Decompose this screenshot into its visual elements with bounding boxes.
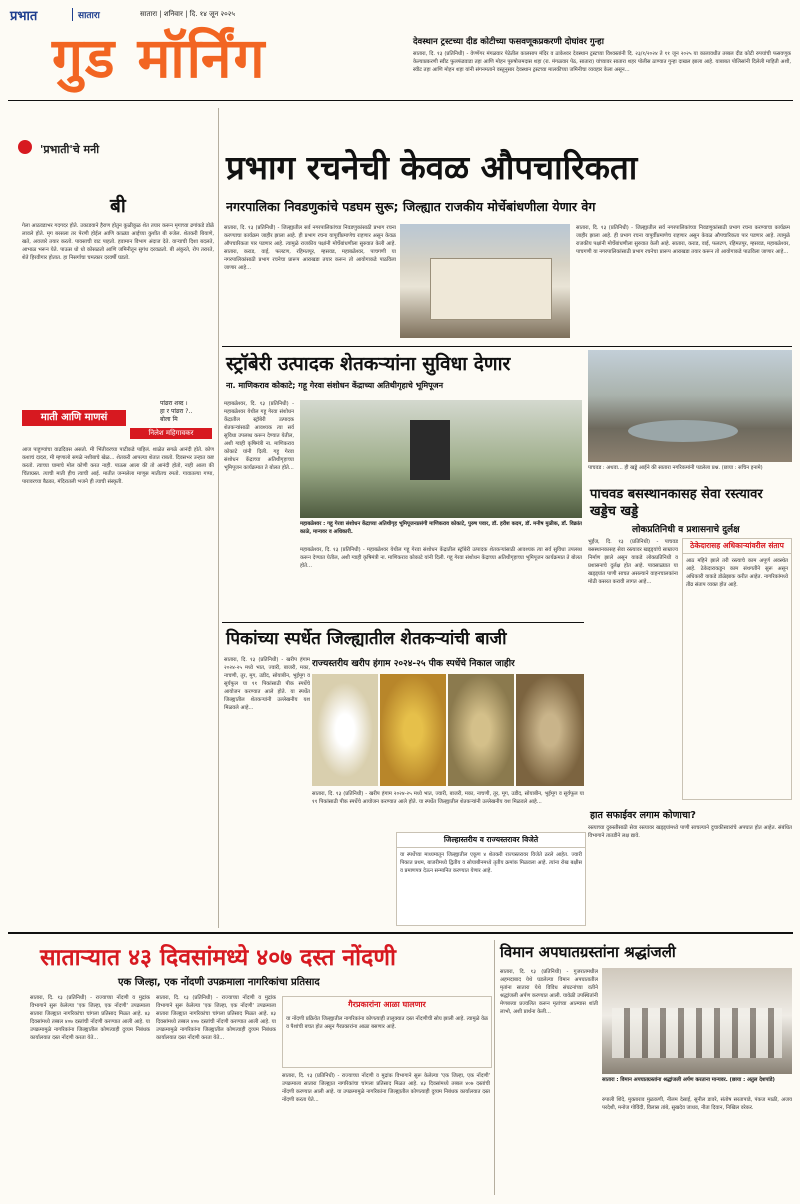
lead-rule <box>222 346 792 347</box>
top-right-body: सातारा, दि. १३ (प्रतिनिधी) - वेण्णेंगर मंगळवार पेठेतील कालसाप मंदिर व ठाकेश्वर देवस्थान ट्रस्टच्या विश्वस्तांनी दि. २३/१/२०२४ ते ११ जून २०२५ या कालावधीत तब्बल दीड कोटी रुपयांची फसवणूक केल्याप्रकरणी स्वीट फुलफंडवाडा तहा आणि मोहन पुरुषोत्तमदास शहा (रा. मंगळवार पेठ, सातारा) यांच्यावर सातारा शहर पोलीस ठाण्यात गुन्हा दाखल झाला आहे. याबाबत पोलिसांनी दिलेली माहिती अशी, स्वीट तहा आणि मोहन शहा यांनी संगनमताने वस्तुनुसार देवस्थान ट्रस्टच्या मालकीच्या जमिनीचा व्यवहार केला असून... <box>413 51 791 73</box>
mati-title-box: माती आणि माणसं <box>22 410 126 426</box>
lead-headline: प्रभाग रचनेची केवळ औपचारिकता <box>226 148 638 187</box>
registry-body-1: सातारा, दि. १३ (प्रतिनिधी) - राज्याच्या नोंदणी व मुद्रांक विभागाने सुरू केलेल्या 'एक जिल्हा, एक नोंदणी' उपक्रमाला सातारा जिल्ह्यात नागरिकांचा चांगला प्रतिसाद मिळत आहे. ४३ दिवसांमध्ये तब्बल ४०७ दस्तांची नोंदणी करण्यात आली आहे. या उपक्रमामुळे नागरिकांना जिल्ह्यातील कोणत्याही दुय्यम निबंधक कार्यालयात दस्त नोंदणी करता येते... <box>30 995 150 1041</box>
pachwad-photo-caption: पाचवड : अथवा... ही खड्डे आईने की सातारा नगरिकमांनी पडलेला प्रश्न. (छाया : सचिन इनामे) <box>588 465 763 471</box>
mani-poem <box>160 400 216 424</box>
mani-column <box>18 140 216 170</box>
kharif-subhead: राज्यस्तरीय खरीप हंगाम २०२४-२५ पीक स्पर्धेचे निकाल जाहीर <box>312 659 515 669</box>
section-title: गुड मॉर्निंग <box>52 26 267 90</box>
registry-body-2: सातारा, दि. १३ (प्रतिनिधी) - राज्याच्या नोंदणी व मुद्रांक विभागाने सुरू केलेल्या 'एक जिल्हा, एक नोंदणी' उपक्रमाला सातारा जिल्ह्यात नागरिकांचा चांगला प्रतिसाद मिळत आहे. ४३ दिवसांमध्ये तब्बल ४०७ दस्तांची नोंदणी करण्यात आली आहे. या उपक्रमामुळे नागरिकांना जिल्ह्यातील कोणत्याही दुय्यम निबंधक कार्यालयात दस्त नोंदणी करता येते... <box>156 995 276 1041</box>
mati-author: निलेश महिगावकर <box>130 428 212 439</box>
grain-1 <box>312 674 378 786</box>
lead-photo <box>400 224 570 338</box>
winners-head: जिल्हास्तरीय व राज्यस्तरावर विजेते <box>397 833 585 848</box>
pachwad-photo <box>588 350 792 462</box>
poem-line-3: बोला मि <box>160 416 178 423</box>
bottom-divider <box>494 940 495 1195</box>
strawberry-body-left: महाबळेश्वर, दि. १३ (प्रतिनिधी) - महाबळेश्वर येथील गहू गेरवा संशोधन केंद्रातील स्ट्रॉबेरी उत्पादक शेतकऱ्यांसाठी आवश्यक त्या सर्व सुविधा उपलब्ध करून देण्यात येतील, अशी ग्वाही कृषिमंत्री ना. माणिकराव कोकाटे यांनी दिली. गहू गेरवा संशोधन केंद्राच्या अतिथीगृहाच्या भूमिपूजन कार्यक्रमात ते बोलत होते... <box>224 401 294 471</box>
tribute-caption: सातारा : विमान अपघातग्रस्तांना श्रद्धांजली अर्पण करताना मान्यवर. (छाया : अतुल देशपांडे) <box>602 1077 775 1083</box>
pachwad-headline: पाचवड बसस्थानकासह सेवा रस्त्यावर खड्डेच खड्डे <box>590 487 763 519</box>
pin-icon <box>18 140 32 154</box>
winners-box <box>396 832 586 926</box>
kharif-headline: पिकांच्या स्पर्धेत जिल्ह्यातील शेतकऱ्यांची बाजी <box>226 629 507 649</box>
kharif-body-left: सातारा, दि. १३ (प्रतिनिधी) - खरीप हंगाम २०२४-२५ मध्ये भात, ज्वारी, बाजरी, मका, नाचणी, तूर, मूग, उडीद, सोयाबीन, भुईमूग व सूर्यफूल या ११ पिकांसाठी पीक स्पर्धेचे आयोजन करण्यात आले होते. या स्पर्धेत जिल्ह्यातील शेतकऱ्यांनी उल्लेखनीय यश मिळवले आहे... <box>224 657 310 711</box>
poem-line-2: हा र पांढरा ?.. <box>160 408 193 415</box>
lead-body-right: सातारा, दि. १३ (प्रतिनिधी) - जिल्ह्यातील सर्व नगरपालिकांच्या निवडणुकांसाठी प्रभाग रचना करण्याचा कार्यक्रम जाहीर झाला आहे. ही प्रभाग रचना यापूर्वीप्रमाणेच राहणार असून केवळ औपचारिकता पार पडणार आहे. त्यामुळे राजकीय पक्षांनी मोर्चेबांधणीला सुरुवात केली आहे. सातारा, कराड, वाई, फलटण, रहिमतपूर, म्हसवड, महाबळेश्वर, पाचगणी या नगरपालिकांसाठी प्रभाग रचनेचा प्रारूप आराखडा तयार करून तो आयोगाकडे पाठविला जाणार आहे... <box>576 225 790 255</box>
strawberry-headline: स्ट्रॉबेरी उत्पादक शेतकऱ्यांना सुविधा देणार <box>226 353 511 375</box>
strawberry-subhead: ना. माणिकराव कोकाटे; गहू गेरवा संशोधन केंद्राच्या अतिथीगृहाचे भूमिपूजन <box>226 381 444 390</box>
tribute-headline: विमान अपघातग्रस्तांना श्रद्धांजली <box>500 943 676 961</box>
lead-subhead: नगरपालिका निवडणुकांचे पडघम सुरू; जिल्ह्यात राजकीय मोर्चेबांधणीला येणार वेग <box>226 199 596 214</box>
winners-body: या स्पर्धेच्या माध्यमातून जिल्ह्यातील एकूण ४ शेतकरी राज्यस्तरावर विजेते ठरले आहेत. ज्वारी पिकात प्रथम, बाजरीमध्ये द्वितीय व सोयाबीनमध्ये तृतीय क्रमांक मिळवला आहे. त्यांना रोख बक्षीस व प्रमाणपत्र देऊन सन्मानित करण्यात येणार आहे. <box>400 852 582 874</box>
brand-logo: प्रभात <box>10 9 38 24</box>
plaque-shape <box>410 420 450 480</box>
mati-body: आज पाहुण्यांचा वाढदिवस असतो. मी भिंतीवरच्या पाटीकडे पाहिलं. शाळेत सगळे आनंदी होते. कोण कशाचं दादरा, मी म्हणालो सगळे नशीबाचे खेळ... शेतकरी आपल्या शेतात राबतो. दिवसभर उन्हात कष्ट करतो. त्याच्या घामाचे मोल कोणी करत नाही. पाऊस आला की तो आनंदी होतो, नाही आला की चिंताग्रस्त. त्याची माती हीच त्याची आई. मातीत जन्मलेला माणूस मातीतच रमतो. गावातल्या गप्पा, पारावरच्या बैठका, मंदिरातली भजने ही त्याची संस्कृती. <box>22 447 214 485</box>
poem-line-1: पांढरा शब्द । <box>160 400 188 407</box>
registry-subhead: एक जिल्हा, एक नोंदणी उपक्रमाला नागरिकांचा प्रतिसाद <box>118 977 320 988</box>
top-right-story <box>413 36 791 98</box>
registry-body-3: सातारा, दि. १३ (प्रतिनिधी) - राज्याच्या नोंदणी व मुद्रांक विभागाने सुरू केलेल्या 'एक जिल्हा, एक नोंदणी' उपक्रमाला सातारा जिल्ह्यात नागरिकांचा चांगला प्रतिसाद मिळत आहे. ४३ दिवसांमध्ये तब्बल ४०७ दस्तांची नोंदणी करण्यात आली आहे. या उपक्रमामुळे नागरिकांना जिल्ह्यातील कोणत्याही दुय्यम निबंधक कार्यालयात दस्त नोंदणी करता येते... <box>282 1073 490 1103</box>
lead-body-left: सातारा, दि. १३ (प्रतिनिधी) - जिल्ह्यातील सर्व नगरपालिकांच्या निवडणुकांसाठी प्रभाग रचना करण्याचा कार्यक्रम जाहीर झाला आहे. ही प्रभाग रचना यापूर्वीप्रमाणेच राहणार असून केवळ औपचारिकता पार पडणार आहे. त्यामुळे राजकीय पक्षांनी मोर्चेबांधणीला सुरुवात केली आहे. सातारा, कराड, वाई, फलटण, रहिमतपूर, म्हसवड, महाबळेश्वर, पाचगणी या नगरपालिकांसाठी प्रभाग रचनेचा प्रारूप आराखडा तयार करून तो आयोगाकडे पाठविला जाणार आहे... <box>224 225 396 271</box>
tribute-names: रुपाली शिंदे, मुक्ताराव मुळकणी, नीलम देसाई, सुनील डावरे, संतोष सरतापाडे, पंकज माळी, अजय परदेशी, मनोज गोविंदी, विलास तांबे, सुखदेव जाधव, नीता दिवान, निखिल वरेकर. <box>602 1097 792 1111</box>
grain-2 <box>380 674 446 786</box>
mani-word: बी <box>110 195 126 217</box>
dateline: सातारा | शनिवार | दि. १४ जून २०२५ <box>140 10 236 18</box>
tribute-photo <box>602 968 792 1074</box>
mani-header <box>18 140 216 170</box>
pachwad-question-head: हात सफाईवर लगाम कोणाचा? <box>590 810 696 821</box>
registry-box-title: गैरप्रकारांना आळा घालणार <box>348 1000 426 1009</box>
edition-label: सातारा <box>72 8 100 21</box>
strawberry-body-right: महाबळेश्वर, दि. १३ (प्रतिनिधी) - महाबळेश्वर येथील गहू गेरवा संशोधन केंद्रातील स्ट्रॉबेरी उत्पादक शेतकऱ्यांसाठी आवश्यक त्या सर्व सुविधा उपलब्ध करून देण्यात येतील, अशी ग्वाही कृषिमंत्री ना. माणिकराव कोकाटे यांनी दिली. गहू गेरवा संशोधन केंद्राच्या अतिथीगृहाच्या भूमिपूजन कार्यक्रमात ते बोलत होते... <box>300 547 582 569</box>
mani-header-text: 'प्रभाती'चे मनी <box>40 143 100 156</box>
mani-body: गेला आठवडाभर गदगदर होते. उकाडयाने हैराण होतुन कुळीकुळ शेत तयार करून मृगाच्या ढगांकडे डोळे लावले होते. मृग बरसला तर पेरणी होईल आणि काळ्या आईच्या कुशीत बी रुजेल. शेतकरी बियाणे, खते, अवजारे तयार करतो. पावसाची वाट पाहतो. हवामान विभाग अंदाज देते. वाऱ्याची दिशा बदलते, आभाळ भरून येते. पाऊस धो धो कोसळतो आणि जमिनीतून सुगंध दरवळतो. बी अंकुरते, रोप तरारते, शेते हिरवीगार होतात. हा निसर्गाचा चमत्कार दरवर्षी घडतो. <box>22 223 214 261</box>
grain-4 <box>516 674 584 786</box>
masthead-rule <box>8 100 793 101</box>
pachwad-box-body: आठ महिने झाले तरी रस्त्याचे काम अपूर्ण अवस्थेत आहे. ठेकेदाराकडून काम संथगतीने सुरू असून अधिकारी याकडे डोळेझाक करीत आहेत. नागरिकांमध्ये तीव्र संताप व्यक्त होत आहे. <box>686 558 788 588</box>
pachwad-subhead: लोकप्रतिनिधी व प्रशासनाचे दुर्लक्ष <box>632 525 740 535</box>
pachwad-question-body: रस्त्याच्या दुरुस्तीसाठी सेवा रस्त्यावर खड्ड्यांमध्ये पाणी साचल्याने दुचाकीस्वारांचे अपघात होत आहेत. संबंधित विभागाने तातडीने लक्ष द्यावे. <box>588 825 792 839</box>
grain-3 <box>448 674 514 786</box>
puddle-shape <box>628 420 738 442</box>
grain-photo <box>312 674 584 786</box>
bottom-rule <box>8 932 793 934</box>
registry-box-body: या नोंदणी प्रक्रियेत जिल्ह्यातील नागरिकांना कोणत्याही तालुक्यात दस्त नोंदणीची सोय झाली आहे. त्यामुळे वेळ व पैशांची बचत होत असून गैरप्रकारांना आळा बसणार आहे. <box>286 1016 488 1030</box>
kharif-body-mid: सातारा, दि. १३ (प्रतिनिधी) - खरीप हंगाम २०२४-२५ मध्ये भात, ज्वारी, बाजरी, मका, नाचणी, तूर, मूग, उडीद, सोयाबीन, भुईमूग व सूर्यफूल या ११ पिकांसाठी पीक स्पर्धेचे आयोजन करण्यात आले होते. या स्पर्धेत जिल्ह्यातील शेतकऱ्यांनी उल्लेखनीय यश मिळवले आहे... <box>312 791 584 805</box>
left-column-divider <box>218 108 219 928</box>
registry-headline: साताऱ्यात ४३ दिवसांमध्ये ४०७ दस्त नोंदणी <box>40 945 396 971</box>
building-shape <box>430 258 552 320</box>
pachwad-box <box>682 538 792 800</box>
mid-rule <box>222 622 584 623</box>
pachwad-body: भुईंज, दि. १३ (प्रतिनिधी) - पाचवड बसस्थानकासह सेवा रस्त्यावर खड्ड्यांचे साम्राज्य निर्माण झाले असून याकडे लोकप्रतिनिधी व प्रशासनाचे दुर्लक्ष होत आहे. पावसाळ्यात या खड्ड्यांत पाणी साचत असल्याने वाहनचालकांना मोठी कसरत करावी लागत आहे... <box>588 539 678 585</box>
top-right-headline: देवस्थान ट्रस्टच्या दीड कोटीच्या फसवणूकप्रकरणी दोघांवर गुन्हा <box>413 37 604 47</box>
people-shape <box>612 1008 782 1058</box>
strawberry-caption: महाबळेश्वर : गहू गेरवा संशोधन केंद्राच्या अतिथीगृह भूमिपूजनप्रसंगी माणिकराव कोकाटे, पुरुष पवार, डॉ. हरीश कदम, डॉ. मनीष मुळीक, डॉ. विक्रांत काळे, मान्यवर व अधिकारी. <box>300 521 582 535</box>
pachwad-box-title: ठेकेदारासह अधिकाऱ्यांवरील संताप <box>683 539 791 554</box>
registry-box <box>282 996 492 1068</box>
tribute-body: सातारा, दि. १३ (प्रतिनिधी) - गुजरातमधील अहमदाबाद येथे घडलेल्या विमान अपघातातील मृतांना सातारा येथे विविध संघटनांच्या वतीने श्रद्धांजली अर्पण करण्यात आली. यावेळी उपस्थितांनी मेणबत्त्या प्रज्वलित करून मृतांच्या आत्म्यास शांती लाभो, अशी प्रार्थना केली... <box>500 969 598 1015</box>
strawberry-photo <box>300 400 582 518</box>
